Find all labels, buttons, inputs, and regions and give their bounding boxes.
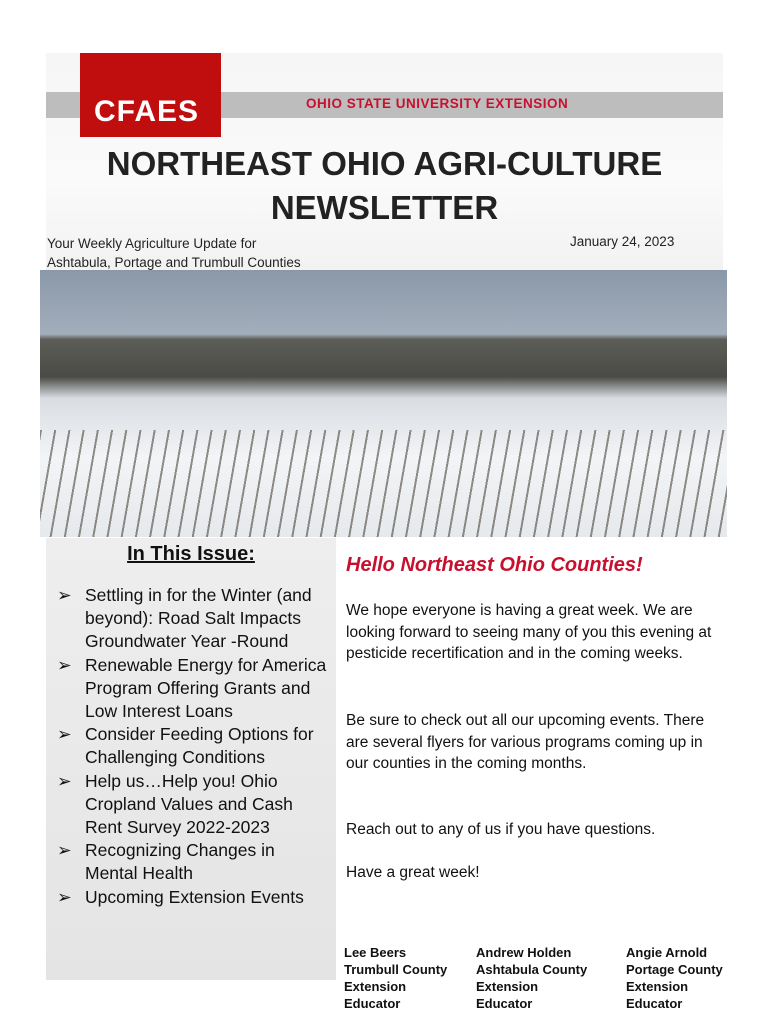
paragraph: Have a great week! <box>346 864 480 881</box>
newsletter-title: NORTHEAST OHIO AGRI-CULTURE NEWSLETTER <box>106 145 663 226</box>
arrow-bullet-icon: ➢ <box>57 724 72 745</box>
list-item[interactable]: ➢ Upcoming Extension Events <box>57 886 327 909</box>
list-item[interactable]: ➢ Settling in for the Winter (and beyond): Road Salt Impacts Groundwater Year -Round <box>57 585 312 652</box>
signature-angie-arnold: Angie Arnold Portage County Extension Educator <box>626 945 723 1011</box>
issue-date: January 24, 2023 <box>570 234 675 249</box>
arrow-bullet-icon: ➢ <box>57 886 72 907</box>
list-item[interactable]: ➢ Consider Feeding Options for Challenging Conditions <box>57 724 314 768</box>
cfaes-logo: CFAES <box>80 53 221 137</box>
paragraph: We hope everyone is having a great week. We are looking forward to seeing many of you this evening at pesticide recertification and in the coming weeks. <box>346 602 712 662</box>
list-item[interactable]: ➢ Recognizing Changes in Mental Health <box>57 840 275 884</box>
newsletter-subtitle: Your Weekly Agriculture Update for Ashtabula, Portage and Trumbull Counties <box>47 236 301 270</box>
paragraph: Reach out to any of us if you have questions. <box>346 821 656 838</box>
issue-list <box>57 584 327 909</box>
signature-andrew-holden: Andrew Holden Ashtabula County Extension Educator <box>476 945 588 1011</box>
greeting-heading: Hello Northeast Ohio Counties! <box>346 554 643 576</box>
organization-name: OHIO STATE UNIVERSITY EXTENSION <box>306 96 569 111</box>
paragraph: Be sure to check out all our upcoming events. There are several flyers for various programs coming up in our counties in the coming months. <box>346 712 705 772</box>
in-this-issue-title: In This Issue: <box>127 543 255 565</box>
snowy-field-photo <box>40 270 727 537</box>
arrow-bullet-icon: ➢ <box>57 654 72 675</box>
arrow-bullet-icon: ➢ <box>57 770 72 791</box>
signature-lee-beers: Lee Beers Trumbull County Extension Educator <box>344 945 448 1011</box>
arrow-bullet-icon: ➢ <box>57 585 72 605</box>
arrow-bullet-icon: ➢ <box>57 840 72 861</box>
list-item[interactable]: ➢ Renewable Energy for America Program Offering Grants and Low Interest Loans <box>57 654 327 722</box>
list-item[interactable]: ➢ Help us…Help you! Ohio Cropland Values and Cash Rent Survey 2022-2023 <box>57 770 293 838</box>
